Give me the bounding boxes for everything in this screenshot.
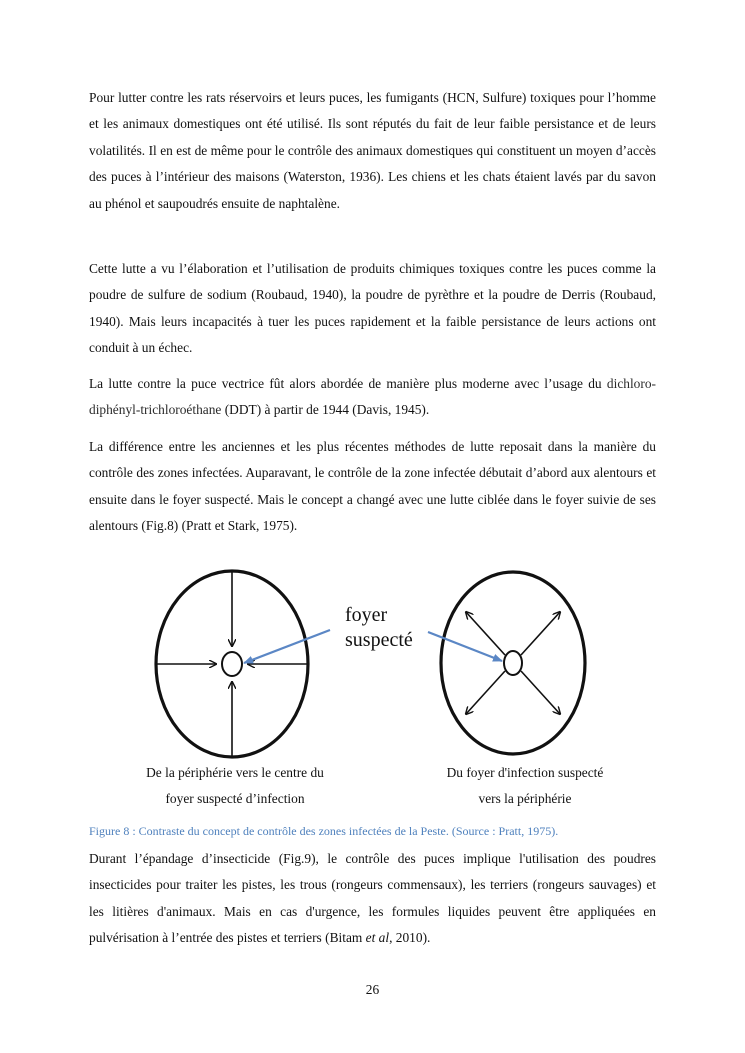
right-outer-circle xyxy=(441,572,585,754)
left-diagram-periphery-to-center xyxy=(156,571,308,757)
insecticide-text-end: , 2010). xyxy=(389,930,431,946)
ddt-text-start: La lutte contre la puce vectrice fût alors abordée de manière plus moderne avec l’usage du xyxy=(89,376,607,391)
paragraph-chemicals: Cette lutte a vu l’élaboration et l’utilisation de produits chimiques toxiques contre les puces comme la poudre de sulfure de sodium (Roubaud, 1940), la poudre de pyrèthre et la poudre de Derris (Roubaud, 1940). Mais leurs incapacités à tuer les puces rapidement et la faible persistance de leurs actions ont conduit à un échec. xyxy=(89,261,656,356)
left-subcaption-line1: De la périphérie vers le centre du xyxy=(146,765,324,780)
pointer-arrow-right xyxy=(428,632,502,661)
paragraph-ddt xyxy=(89,371,656,424)
ddt-text-end: (DDT) à partir de 1944 (Davis, 1945). xyxy=(221,402,430,418)
control-concept-diagram xyxy=(140,560,610,760)
right-center-focus xyxy=(504,651,522,675)
right-diagram-center-to-periphery xyxy=(441,572,585,754)
right-subcaption-line2: vers la périphérie xyxy=(478,791,572,806)
left-subcaption-line2: foyer suspecté d’infection xyxy=(165,791,305,806)
pointer-arrow-left xyxy=(244,630,330,663)
ddt-chemical-name: dichloro-diphényl-trichloroéthane xyxy=(89,376,656,418)
right-subcaption xyxy=(405,760,645,812)
left-center-focus xyxy=(222,652,242,676)
figure-caption: Figure 8 : Contraste du concept de contrôle des zones infectées de la Peste. (Source : Pratt, 1975). xyxy=(89,824,559,838)
insecticide-text: Durant l’épandage d’insecticide (Fig.9), le contrôle des puces implique l'utilisation des poudres insecticides pour traiter les pistes, les trous (rongeurs commensaux), les terriers (rongeurs sauvages) et les litières d'animaux. Mais en cas d'urgence, les formules liquides peuvent être appliquées en pulvérisation à l’entrée des pistes et terriers (Bitam xyxy=(89,851,656,946)
right-subcaption-line1: Du foyer d'infection suspecté xyxy=(446,765,604,780)
figure-8-diagram xyxy=(140,560,610,765)
foyer-label: foyer xyxy=(345,604,388,626)
paragraph-fumigants: Pour lutter contre les rats réservoirs et leurs puces, les fumigants (HCN, Sulfure) toxiques pour l’homme et les animaux domestiques ont été utilisé. Ils sont réputés du fait de leur faible persistance et de leurs volatilités. Il en est de même pour le contrôle des animaux domestiques qui constituent un moyen d’accès des puces à l’intérieur des maisons (Waterston, 1936). Les chiens et les chats étaient lavés par du savon au phénol et saupoudrés ensuite de naphtalène. xyxy=(89,90,656,211)
page-number: 26 xyxy=(365,982,380,997)
left-subcaption xyxy=(115,760,355,812)
suspecte-label: suspecté xyxy=(345,629,413,651)
paragraph-insecticide xyxy=(89,846,656,952)
et-al-italic: et al xyxy=(365,930,390,946)
paragraph-difference: La différence entre les anciennes et les plus récentes méthodes de lutte reposait dans la manière du contrôle des zones infectées. Auparavant, le contrôle de la zone infectée débutait d’abord aux alentours et ensuite dans le foyer suspecté. Mais le concept a changé avec une lutte ciblée dans le foyer suivie de ses alentours (Fig.8) (Pratt et Stark, 1975). xyxy=(89,439,656,534)
